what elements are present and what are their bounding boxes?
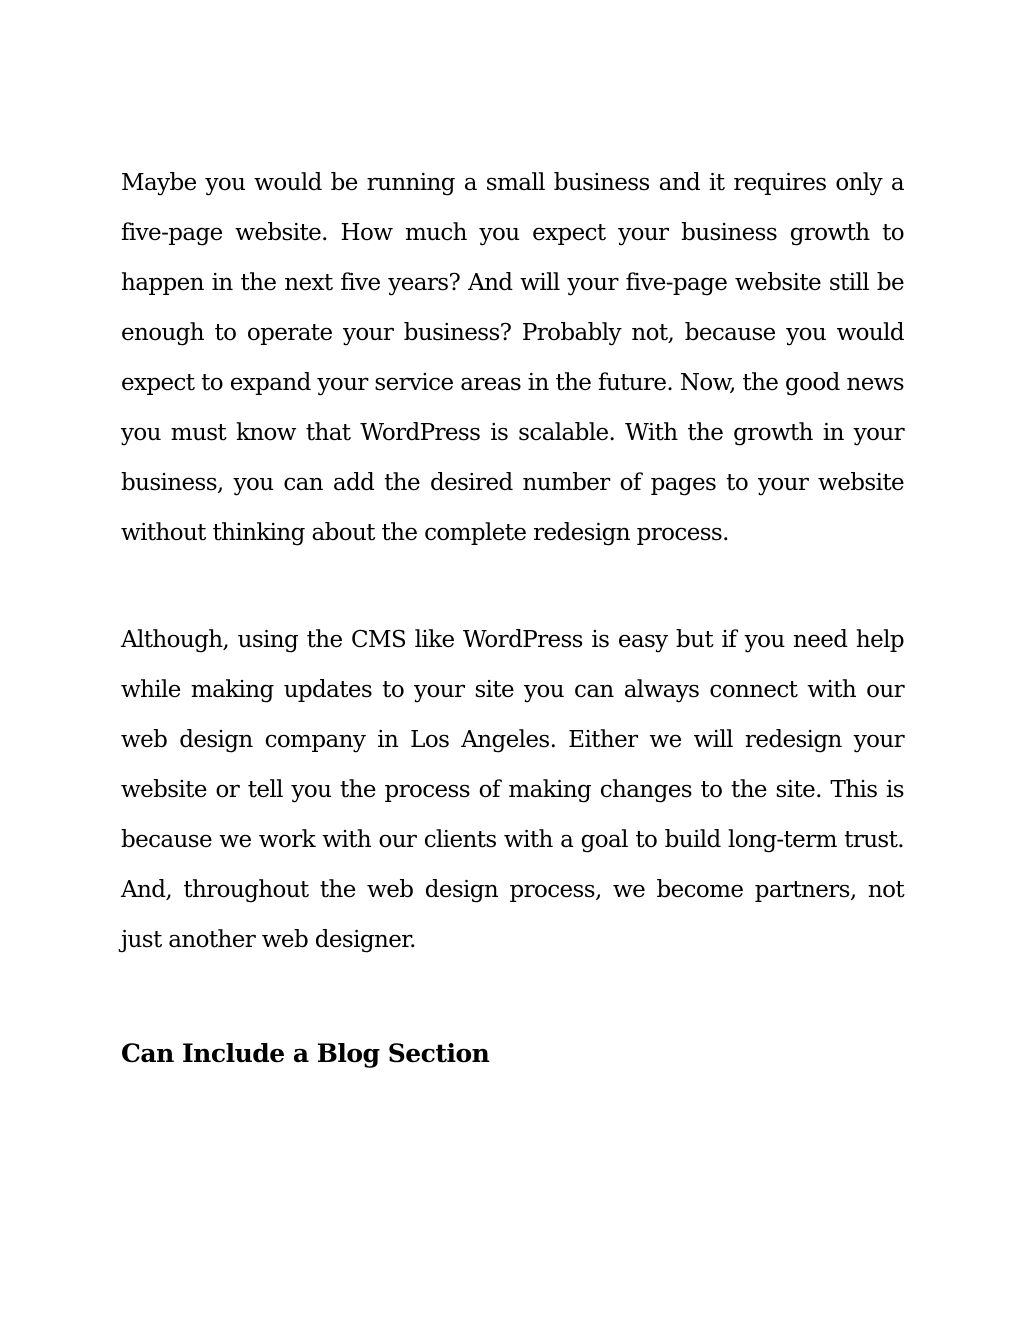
paragraph-wordpress-scalability: Maybe you would be running a small business and it requires only a five-page website. How much you expect your business growth to happen in the next five years? And will your five-page website still be enough to operate your business? Probably not, because you would expect to expand your service areas in the future. Now, the good news you must know that WordPress is scalable. With the growth in your business, you can add the desired number of pages to your website without thinking about the complete redesign process. xyxy=(121,170,904,546)
paragraph-web-design-support: Although, using the CMS like WordPress is easy but if you need help while making updates to your site you can always connect with our web design company in Los Angeles. Either we will redesign your website or tell you the process of making changes to the site. This is because we work with our clients with a goal to build long-term trust. And, throughout the web design process, we become partners, not just another web designer. xyxy=(121,627,904,953)
document-body xyxy=(121,158,904,1079)
section-heading-blog: Can Include a Blog Section xyxy=(121,1039,490,1068)
